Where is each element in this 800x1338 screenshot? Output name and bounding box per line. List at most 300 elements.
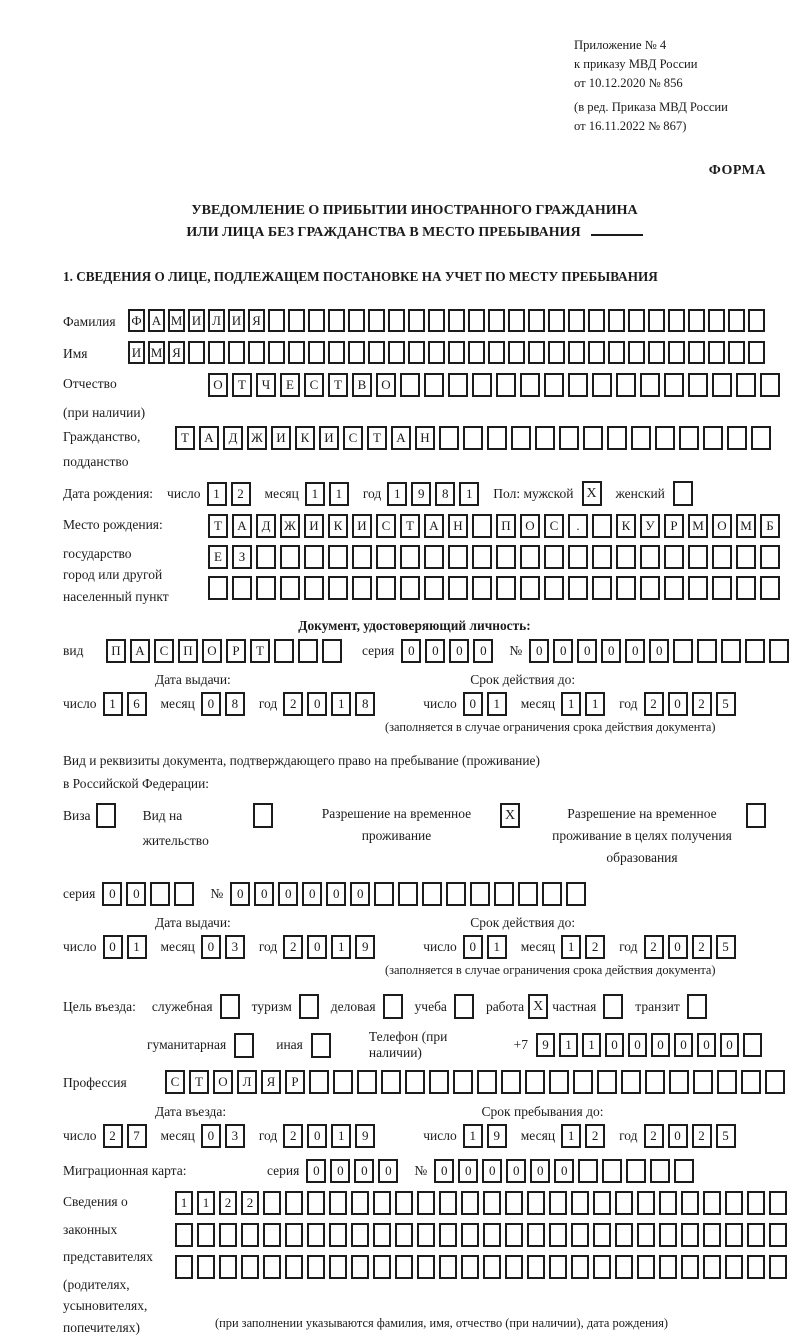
char-box[interactable]: 0 <box>201 692 221 716</box>
char-box[interactable]: 0 <box>668 692 688 716</box>
char-box[interactable] <box>628 341 645 364</box>
char-box[interactable] <box>329 1191 347 1215</box>
char-box[interactable] <box>578 1159 598 1183</box>
char-box[interactable] <box>549 1191 567 1215</box>
char-box[interactable] <box>640 545 660 569</box>
migcard-number-boxes[interactable] <box>434 1159 698 1183</box>
char-box[interactable] <box>549 1070 569 1094</box>
char-box[interactable] <box>424 373 444 397</box>
char-box[interactable] <box>728 341 745 364</box>
char-box[interactable] <box>679 426 699 450</box>
char-box[interactable] <box>712 576 732 600</box>
char-box[interactable]: 1 <box>207 482 227 506</box>
char-box[interactable]: 0 <box>326 882 346 906</box>
char-box[interactable] <box>395 1255 413 1279</box>
char-box[interactable] <box>736 576 756 600</box>
char-box[interactable] <box>468 309 485 332</box>
char-box[interactable] <box>505 1223 523 1247</box>
char-box[interactable] <box>472 514 492 538</box>
char-box[interactable] <box>511 426 531 450</box>
char-box[interactable]: 0 <box>425 639 445 663</box>
char-box[interactable]: К <box>616 514 636 538</box>
char-box[interactable]: 0 <box>307 1124 327 1148</box>
char-box[interactable] <box>659 1255 677 1279</box>
char-box[interactable]: А <box>130 639 150 663</box>
char-box[interactable] <box>669 1070 689 1094</box>
char-box[interactable]: О <box>202 639 222 663</box>
char-box[interactable]: Н <box>448 514 468 538</box>
char-box[interactable]: Л <box>208 309 225 332</box>
char-box[interactable] <box>721 639 741 663</box>
char-box[interactable]: 9 <box>411 482 431 506</box>
char-box[interactable]: 1 <box>329 482 349 506</box>
char-box[interactable]: 3 <box>225 935 245 959</box>
rvp-valid-year-boxes[interactable] <box>644 935 740 959</box>
char-box[interactable]: 0 <box>201 935 221 959</box>
char-box[interactable] <box>703 1255 721 1279</box>
char-box[interactable]: 0 <box>278 882 298 906</box>
char-box[interactable]: Ф <box>128 309 145 332</box>
char-box[interactable] <box>741 1070 761 1094</box>
char-box[interactable] <box>592 514 612 538</box>
char-box[interactable] <box>765 1070 785 1094</box>
char-box[interactable] <box>348 309 365 332</box>
char-box[interactable]: 0 <box>230 882 250 906</box>
char-box[interactable] <box>637 1255 655 1279</box>
char-box[interactable]: 0 <box>354 1159 374 1183</box>
char-box[interactable]: 7 <box>127 1124 147 1148</box>
char-box[interactable]: 0 <box>674 1033 693 1057</box>
char-box[interactable]: 0 <box>530 1159 550 1183</box>
char-box[interactable] <box>703 1223 721 1247</box>
char-box[interactable]: 1 <box>197 1191 215 1215</box>
char-box[interactable]: 0 <box>306 1159 326 1183</box>
char-box[interactable] <box>597 1070 617 1094</box>
char-box[interactable]: 0 <box>449 639 469 663</box>
char-box[interactable]: 0 <box>628 1033 647 1057</box>
char-box[interactable] <box>681 1191 699 1215</box>
char-box[interactable]: 0 <box>103 935 123 959</box>
entry-year-boxes[interactable] <box>283 1124 379 1148</box>
char-box[interactable]: С <box>165 1070 185 1094</box>
char-box[interactable] <box>568 576 588 600</box>
char-box[interactable] <box>769 1223 787 1247</box>
char-box[interactable] <box>736 545 756 569</box>
char-box[interactable] <box>417 1223 435 1247</box>
residence-permit-checkbox[interactable] <box>253 803 273 828</box>
char-box[interactable] <box>446 882 466 906</box>
char-box[interactable] <box>448 545 468 569</box>
char-box[interactable] <box>505 1255 523 1279</box>
char-box[interactable] <box>373 1223 391 1247</box>
char-box[interactable] <box>352 545 372 569</box>
char-box[interactable] <box>400 576 420 600</box>
passport-valid-day-boxes[interactable] <box>463 692 511 716</box>
char-box[interactable]: 1 <box>582 1033 601 1057</box>
rvp-issue-month-boxes[interactable] <box>201 935 249 959</box>
char-box[interactable]: 3 <box>225 1124 245 1148</box>
char-box[interactable] <box>428 341 445 364</box>
char-box[interactable] <box>424 576 444 600</box>
char-box[interactable] <box>688 341 705 364</box>
char-box[interactable] <box>727 426 747 450</box>
char-box[interactable] <box>400 545 420 569</box>
temporary-permit-checkbox[interactable]: X <box>500 803 520 828</box>
education-permit-checkbox[interactable] <box>746 803 766 828</box>
char-box[interactable] <box>373 1191 391 1215</box>
char-box[interactable] <box>568 341 585 364</box>
sex-male-checkbox[interactable]: X <box>582 481 602 506</box>
char-box[interactable]: Т <box>367 426 387 450</box>
char-box[interactable] <box>535 426 555 450</box>
char-box[interactable] <box>328 576 348 600</box>
char-box[interactable] <box>368 309 385 332</box>
char-box[interactable]: П <box>106 639 126 663</box>
char-box[interactable] <box>593 1191 611 1215</box>
char-box[interactable]: И <box>228 309 245 332</box>
char-box[interactable]: 2 <box>283 692 303 716</box>
char-box[interactable] <box>307 1223 325 1247</box>
char-box[interactable] <box>616 545 636 569</box>
migcard-seriya-boxes[interactable] <box>306 1159 402 1183</box>
char-box[interactable]: 0 <box>668 1124 688 1148</box>
char-box[interactable] <box>568 373 588 397</box>
char-box[interactable] <box>496 373 516 397</box>
char-box[interactable]: 6 <box>127 692 147 716</box>
char-box[interactable] <box>583 426 603 450</box>
char-box[interactable]: К <box>328 514 348 538</box>
char-box[interactable] <box>736 373 756 397</box>
char-box[interactable] <box>592 576 612 600</box>
char-box[interactable] <box>760 373 780 397</box>
char-box[interactable] <box>527 1191 545 1215</box>
char-box[interactable] <box>769 1255 787 1279</box>
char-box[interactable]: И <box>271 426 291 450</box>
char-box[interactable]: П <box>496 514 516 538</box>
char-box[interactable] <box>688 545 708 569</box>
char-box[interactable]: Ж <box>280 514 300 538</box>
char-box[interactable] <box>751 426 771 450</box>
char-box[interactable] <box>256 545 276 569</box>
char-box[interactable]: Б <box>760 514 780 538</box>
char-box[interactable] <box>681 1223 699 1247</box>
char-box[interactable]: Т <box>189 1070 209 1094</box>
patronymic-boxes[interactable] <box>208 373 784 397</box>
char-box[interactable] <box>208 341 225 364</box>
surname-boxes[interactable] <box>128 309 768 332</box>
char-box[interactable]: О <box>208 373 228 397</box>
char-box[interactable] <box>528 341 545 364</box>
char-box[interactable]: С <box>544 514 564 538</box>
char-box[interactable] <box>648 341 665 364</box>
char-box[interactable] <box>348 341 365 364</box>
char-box[interactable]: 2 <box>283 935 303 959</box>
char-box[interactable] <box>461 1191 479 1215</box>
char-box[interactable]: И <box>128 341 145 364</box>
char-box[interactable] <box>307 1255 325 1279</box>
study-checkbox[interactable] <box>454 994 474 1019</box>
char-box[interactable]: 1 <box>331 692 351 716</box>
char-box[interactable] <box>408 309 425 332</box>
char-box[interactable]: Е <box>208 545 228 569</box>
char-box[interactable] <box>175 1255 193 1279</box>
char-box[interactable]: 0 <box>605 1033 624 1057</box>
char-box[interactable] <box>219 1255 237 1279</box>
char-box[interactable] <box>748 341 765 364</box>
private-checkbox[interactable] <box>603 994 623 1019</box>
char-box[interactable]: 1 <box>559 1033 578 1057</box>
char-box[interactable] <box>640 373 660 397</box>
passport-seriya-boxes[interactable] <box>401 639 497 663</box>
char-box[interactable]: С <box>343 426 363 450</box>
char-box[interactable] <box>615 1223 633 1247</box>
char-box[interactable] <box>664 545 684 569</box>
char-box[interactable]: О <box>213 1070 233 1094</box>
char-box[interactable] <box>549 1223 567 1247</box>
char-box[interactable]: 2 <box>241 1191 259 1215</box>
char-box[interactable]: 0 <box>554 1159 574 1183</box>
char-box[interactable] <box>309 1070 329 1094</box>
char-box[interactable]: И <box>352 514 372 538</box>
char-box[interactable] <box>615 1191 633 1215</box>
char-box[interactable]: А <box>148 309 165 332</box>
char-box[interactable] <box>508 341 525 364</box>
char-box[interactable]: Т <box>208 514 228 538</box>
char-box[interactable]: Т <box>400 514 420 538</box>
char-box[interactable] <box>588 309 605 332</box>
char-box[interactable]: 0 <box>601 639 621 663</box>
char-box[interactable] <box>769 639 789 663</box>
char-box[interactable] <box>593 1255 611 1279</box>
char-box[interactable] <box>712 545 732 569</box>
birth-year-boxes[interactable] <box>387 482 483 506</box>
char-box[interactable] <box>232 576 252 600</box>
char-box[interactable]: 1 <box>561 935 581 959</box>
char-box[interactable] <box>725 1255 743 1279</box>
char-box[interactable] <box>298 639 318 663</box>
char-box[interactable] <box>424 545 444 569</box>
char-box[interactable] <box>263 1255 281 1279</box>
char-box[interactable] <box>688 576 708 600</box>
char-box[interactable]: 0 <box>302 882 322 906</box>
char-box[interactable] <box>285 1255 303 1279</box>
char-box[interactable]: 0 <box>463 692 483 716</box>
doc-type-boxes[interactable] <box>106 639 346 663</box>
char-box[interactable] <box>728 309 745 332</box>
char-box[interactable]: О <box>712 514 732 538</box>
char-box[interactable]: 0 <box>553 639 573 663</box>
char-box[interactable] <box>616 373 636 397</box>
char-box[interactable] <box>769 1191 787 1215</box>
char-box[interactable]: 1 <box>463 1124 483 1148</box>
work-checkbox[interactable]: X <box>528 994 548 1019</box>
char-box[interactable] <box>621 1070 641 1094</box>
char-box[interactable] <box>248 341 265 364</box>
char-box[interactable]: О <box>376 373 396 397</box>
char-box[interactable]: 1 <box>561 1124 581 1148</box>
char-box[interactable] <box>417 1191 435 1215</box>
char-box[interactable] <box>453 1070 473 1094</box>
char-box[interactable] <box>417 1255 435 1279</box>
char-box[interactable] <box>376 576 396 600</box>
char-box[interactable] <box>544 576 564 600</box>
char-box[interactable]: 0 <box>506 1159 526 1183</box>
entry-month-boxes[interactable] <box>201 1124 249 1148</box>
char-box[interactable]: Т <box>250 639 270 663</box>
char-box[interactable] <box>461 1255 479 1279</box>
birthplace-boxes-row3[interactable] <box>208 576 784 600</box>
char-box[interactable]: Н <box>415 426 435 450</box>
char-box[interactable] <box>285 1223 303 1247</box>
char-box[interactable]: Р <box>226 639 246 663</box>
char-box[interactable] <box>328 341 345 364</box>
char-box[interactable]: 1 <box>487 935 507 959</box>
char-box[interactable]: 0 <box>720 1033 739 1057</box>
char-box[interactable]: Р <box>664 514 684 538</box>
char-box[interactable]: И <box>319 426 339 450</box>
char-box[interactable] <box>268 341 285 364</box>
char-box[interactable]: 0 <box>401 639 421 663</box>
char-box[interactable] <box>693 1070 713 1094</box>
char-box[interactable] <box>628 309 645 332</box>
char-box[interactable] <box>542 882 562 906</box>
char-box[interactable]: 5 <box>716 935 736 959</box>
char-box[interactable] <box>488 309 505 332</box>
char-box[interactable] <box>568 545 588 569</box>
char-box[interactable]: 2 <box>692 935 712 959</box>
phone-boxes[interactable] <box>536 1033 766 1057</box>
rvp-number-boxes[interactable] <box>230 882 590 906</box>
char-box[interactable] <box>494 882 514 906</box>
char-box[interactable]: 1 <box>175 1191 193 1215</box>
char-box[interactable]: 9 <box>536 1033 555 1057</box>
char-box[interactable]: 0 <box>434 1159 454 1183</box>
char-box[interactable] <box>626 1159 646 1183</box>
char-box[interactable] <box>448 576 468 600</box>
char-box[interactable]: Т <box>232 373 252 397</box>
char-box[interactable] <box>688 309 705 332</box>
char-box[interactable] <box>429 1070 449 1094</box>
char-box[interactable]: Ч <box>256 373 276 397</box>
char-box[interactable] <box>472 545 492 569</box>
char-box[interactable]: 5 <box>716 1124 736 1148</box>
char-box[interactable] <box>304 545 324 569</box>
char-box[interactable]: 2 <box>231 482 251 506</box>
char-box[interactable] <box>571 1255 589 1279</box>
char-box[interactable]: 2 <box>585 1124 605 1148</box>
char-box[interactable] <box>333 1070 353 1094</box>
char-box[interactable] <box>548 341 565 364</box>
char-box[interactable] <box>368 341 385 364</box>
char-box[interactable]: А <box>232 514 252 538</box>
char-box[interactable]: 2 <box>692 692 712 716</box>
char-box[interactable] <box>400 373 420 397</box>
citizenship-boxes[interactable] <box>175 426 775 450</box>
char-box[interactable] <box>219 1223 237 1247</box>
char-box[interactable] <box>559 426 579 450</box>
char-box[interactable] <box>285 1191 303 1215</box>
char-box[interactable] <box>592 373 612 397</box>
char-box[interactable] <box>241 1255 259 1279</box>
char-box[interactable] <box>725 1223 743 1247</box>
char-box[interactable] <box>488 341 505 364</box>
char-box[interactable]: 9 <box>355 935 375 959</box>
char-box[interactable] <box>208 576 228 600</box>
birthplace-boxes-row2[interactable] <box>208 545 784 569</box>
passport-issue-year-boxes[interactable] <box>283 692 379 716</box>
char-box[interactable] <box>308 341 325 364</box>
humanitarian-checkbox[interactable] <box>234 1033 254 1058</box>
char-box[interactable]: О <box>520 514 540 538</box>
char-box[interactable] <box>668 341 685 364</box>
char-box[interactable] <box>188 341 205 364</box>
char-box[interactable]: 2 <box>103 1124 123 1148</box>
char-box[interactable] <box>468 341 485 364</box>
char-box[interactable] <box>483 1191 501 1215</box>
char-box[interactable]: А <box>199 426 219 450</box>
char-box[interactable] <box>150 882 170 906</box>
char-box[interactable]: К <box>295 426 315 450</box>
char-box[interactable]: 2 <box>644 935 664 959</box>
legal-boxes-row1[interactable] <box>175 1191 791 1215</box>
char-box[interactable] <box>496 545 516 569</box>
char-box[interactable]: Т <box>328 373 348 397</box>
char-box[interactable]: 0 <box>126 882 146 906</box>
char-box[interactable]: 1 <box>305 482 325 506</box>
char-box[interactable] <box>703 1191 721 1215</box>
char-box[interactable] <box>280 576 300 600</box>
stay-day-boxes[interactable] <box>463 1124 511 1148</box>
char-box[interactable]: 0 <box>529 639 549 663</box>
char-box[interactable] <box>304 576 324 600</box>
char-box[interactable] <box>439 1191 457 1215</box>
birthplace-boxes-row1[interactable] <box>208 514 784 538</box>
char-box[interactable] <box>674 1159 694 1183</box>
char-box[interactable] <box>351 1191 369 1215</box>
char-box[interactable] <box>395 1191 413 1215</box>
birth-month-boxes[interactable] <box>305 482 353 506</box>
char-box[interactable] <box>708 341 725 364</box>
char-box[interactable] <box>241 1223 259 1247</box>
char-box[interactable] <box>747 1223 765 1247</box>
char-box[interactable] <box>256 576 276 600</box>
char-box[interactable] <box>747 1255 765 1279</box>
business-checkbox[interactable] <box>383 994 403 1019</box>
char-box[interactable] <box>637 1191 655 1215</box>
char-box[interactable] <box>328 309 345 332</box>
char-box[interactable]: 0 <box>649 639 669 663</box>
legal-boxes-row3[interactable] <box>175 1255 791 1279</box>
char-box[interactable]: 2 <box>644 692 664 716</box>
char-box[interactable] <box>593 1223 611 1247</box>
char-box[interactable] <box>197 1255 215 1279</box>
char-box[interactable]: 8 <box>225 692 245 716</box>
char-box[interactable] <box>351 1223 369 1247</box>
char-box[interactable] <box>472 373 492 397</box>
char-box[interactable]: 0 <box>458 1159 478 1183</box>
char-box[interactable]: 0 <box>201 1124 221 1148</box>
char-box[interactable]: 0 <box>254 882 274 906</box>
char-box[interactable] <box>405 1070 425 1094</box>
char-box[interactable] <box>725 1191 743 1215</box>
char-box[interactable]: Е <box>280 373 300 397</box>
char-box[interactable]: 0 <box>473 639 493 663</box>
char-box[interactable] <box>681 1255 699 1279</box>
char-box[interactable]: И <box>188 309 205 332</box>
char-box[interactable] <box>717 1070 737 1094</box>
char-box[interactable]: 1 <box>103 692 123 716</box>
char-box[interactable]: 0 <box>625 639 645 663</box>
